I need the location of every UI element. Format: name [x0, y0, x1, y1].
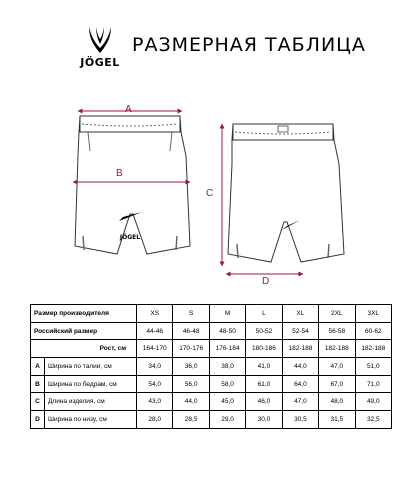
row-letter: C: [31, 393, 45, 411]
size-cell: XL: [282, 305, 318, 323]
value-cell: 46,0: [246, 393, 282, 411]
value-cell: 47,0: [282, 393, 318, 411]
value-cell: 29,0: [209, 411, 245, 429]
brand-logo: [76, 26, 124, 74]
size-diagram: [0, 96, 415, 296]
dim-label-a: A: [125, 104, 132, 115]
size-cell: 2XL: [319, 305, 355, 323]
russian-size-cell: 52-54: [282, 322, 318, 340]
table-row-waist: [31, 358, 392, 376]
value-cell: 44,0: [173, 393, 209, 411]
value-cell: 34,0: [137, 358, 173, 376]
table-row-length: [31, 393, 392, 411]
shorts-back: [228, 124, 344, 262]
value-cell: 31,5: [319, 411, 355, 429]
russian-size-cell: 46-48: [173, 322, 209, 340]
row-letter: A: [31, 358, 45, 376]
value-cell: 28,5: [173, 411, 209, 429]
value-cell: 38,0: [209, 358, 245, 376]
value-cell: 56,0: [173, 375, 209, 393]
value-cell: 43,0: [137, 393, 173, 411]
value-cell: 32,5: [355, 411, 391, 429]
value-cell: 30,0: [246, 411, 282, 429]
value-cell: 49,0: [355, 393, 391, 411]
manufacturer-size-label: Размер производителя: [31, 305, 137, 323]
russian-size-label: Российский размер: [31, 322, 137, 340]
size-table: [30, 304, 392, 429]
table-row-manufacturer-size: [31, 305, 392, 323]
value-cell: 71,0: [355, 375, 391, 393]
dim-label-b: B: [116, 168, 123, 179]
value-cell: 51,0: [355, 358, 391, 376]
size-cell: L: [246, 305, 282, 323]
value-cell: 61,0: [246, 375, 282, 393]
value-cell: 45,0: [209, 393, 245, 411]
russian-size-cell: 60-62: [355, 322, 391, 340]
height-cell: 180-186: [246, 340, 282, 358]
row-label: Ширина по низу, см: [45, 411, 137, 429]
russian-size-cell: 48-50: [209, 322, 245, 340]
row-label: Ширина по талии, см: [45, 358, 137, 376]
value-cell: 47,0: [319, 358, 355, 376]
dim-label-c: C: [206, 188, 214, 199]
page-title: РАЗМЕРНАЯ ТАБЛИЦА: [132, 34, 366, 56]
row-label: Ширина по бедрам, см: [45, 375, 137, 393]
row-label: Длина изделия, см: [45, 393, 137, 411]
row-letter: B: [31, 375, 45, 393]
table-row-hips: [31, 375, 392, 393]
value-cell: 58,0: [209, 375, 245, 393]
size-cell: M: [209, 305, 245, 323]
russian-size-cell: 50-52: [246, 322, 282, 340]
table-row-hem: [31, 411, 392, 429]
value-cell: 54,0: [137, 375, 173, 393]
table-row-russian-size: [31, 322, 392, 340]
value-cell: 28,0: [137, 411, 173, 429]
value-cell: 36,0: [173, 358, 209, 376]
value-cell: 30,5: [282, 411, 318, 429]
russian-size-cell: 56-58: [319, 322, 355, 340]
dim-label-d: D: [262, 276, 270, 287]
russian-size-cell: 44-46: [137, 322, 173, 340]
height-cell: 182-188: [319, 340, 355, 358]
value-cell: 48,0: [319, 393, 355, 411]
height-cell: 170-176: [173, 340, 209, 358]
height-cell: 182-188: [355, 340, 391, 358]
shorts-logo-text: JÖGEL: [119, 234, 141, 241]
value-cell: 64,0: [282, 375, 318, 393]
logo-text: JÖGEL: [80, 56, 120, 69]
size-cell: 3XL: [355, 305, 391, 323]
size-cell: S: [173, 305, 209, 323]
size-cell: XS: [137, 305, 173, 323]
row-letter: D: [31, 411, 45, 429]
value-cell: 67,0: [319, 375, 355, 393]
height-cell: 176-184: [209, 340, 245, 358]
value-cell: 44,0: [282, 358, 318, 376]
height-cell: 182-188: [282, 340, 318, 358]
height-cell: 164-170: [137, 340, 173, 358]
jogel-emblem-icon: [86, 26, 114, 56]
table-row-height: [31, 340, 392, 358]
height-label: Рост, см: [31, 340, 137, 358]
value-cell: 41,0: [246, 358, 282, 376]
